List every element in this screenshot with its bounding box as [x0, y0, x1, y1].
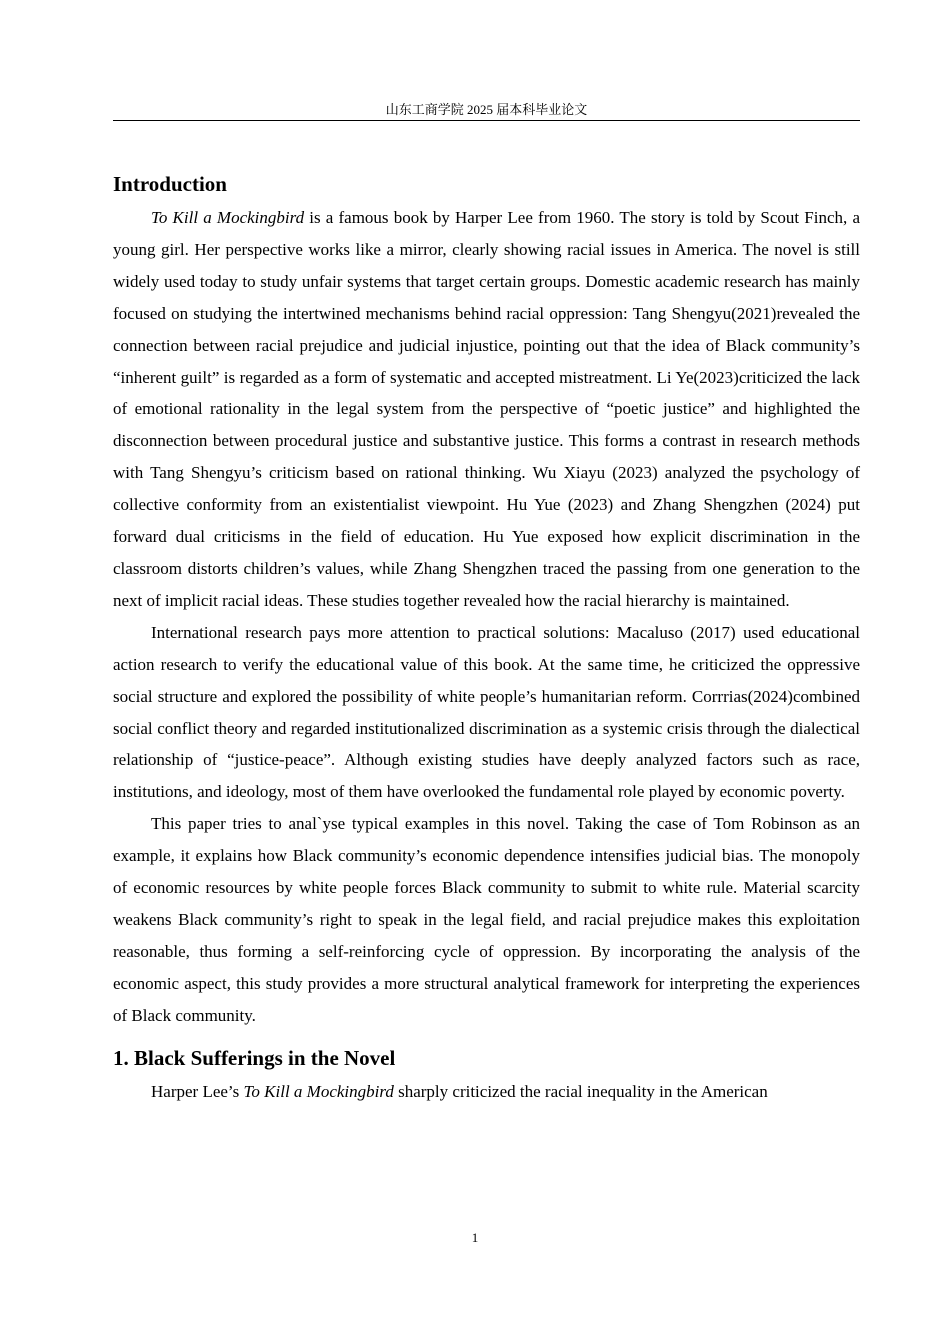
paragraph-text: sharply criticized the racial inequality in the American	[393, 1081, 768, 1101]
section-1-paragraph-1	[113, 1076, 860, 1108]
introduction-paragraph-1	[113, 202, 860, 617]
section-1-heading: 1. Black Sufferings in the Novel	[113, 1045, 396, 1070]
paragraph-text: is a famous book by Harper Lee from 1960. The story is told by Scout Finch, a young girl. Her perspective works like a mirror, clearly showing racial issues in America. The novel is still widely used today to study unfair systems that target certain groups. Domestic academic research has mainly focused on studying the intertwined mechanisms behind racial oppression: Tang Shengyu(2021)revealed the connection between racial prejudice and judicial injustice, pointing out that the idea of Black community’s “inherent guilt” is regarded as a form of systematic and accepted mistreatment. Li Ye(2023)criticized the lack of emotional rationality in the legal system from the perspective of “poetic justice” and highlighted the disconnection between procedural justice and substantive justice. This forms a contrast in research methods with Tang Shengyu’s criticism based on rational thinking. Wu Xiayu (2023) analyzed the psychology of collective conformity from an existentialist viewpoint. Hu Yue (2023) and Zhang Shengzhen (2024) put forward dual criticisms in the field of education. Hu Yue exposed how explicit discrimination in the classroom distorts children’s values, while Zhang Shengzhen traced the passing from one generation to the next of implicit racial ideas. These studies together revealed how the racial hierarchy is maintained.	[113, 208, 860, 610]
page-header: 山东工商学院 2025 届本科毕业论文	[113, 100, 860, 121]
book-title: To Kill a Mockingbird	[243, 1081, 394, 1101]
document-body	[113, 166, 860, 1107]
introduction-paragraph-3: This paper tries to anal`yse typical examples in this novel. Taking the case of Tom Robinson as an example, it explains how Black community’s economic dependence intensifies judicial bias. The monopoly of economic resources by white people forces Black community to submit to white rule. Material scarcity weakens Black community’s right to speak in the legal field, and racial prejudice makes this exploitation reasonable, thus forming a self-reinforcing cycle of oppression. By incorporating the analysis of the economic aspect, this study provides a more structural analytical framework for interpreting the experiences of Black community.	[113, 814, 860, 1025]
paragraph-text: Harper Lee’s	[151, 1081, 244, 1101]
page-number: 1	[471, 1230, 479, 1245]
book-title: To Kill a Mockingbird	[151, 208, 305, 227]
introduction-heading: Introduction	[113, 172, 227, 196]
introduction-paragraph-2: International research pays more attention to practical solutions: Macaluso (2017) used educational action research to verify the educational value of this book. At the same time, he criticized the oppressive social structure and explored the possibility of white people’s humanitarian reform. Corrrias(2024)combined social conflict theory and regarded institutionalized discrimination as a systemic crisis through the dialectical relationship of “justice-peace”. Although existing studies have deeply analyzed factors such as race, institutions, and ideology, most of them have overlooked the fundamental role played by economic poverty.	[113, 622, 860, 802]
